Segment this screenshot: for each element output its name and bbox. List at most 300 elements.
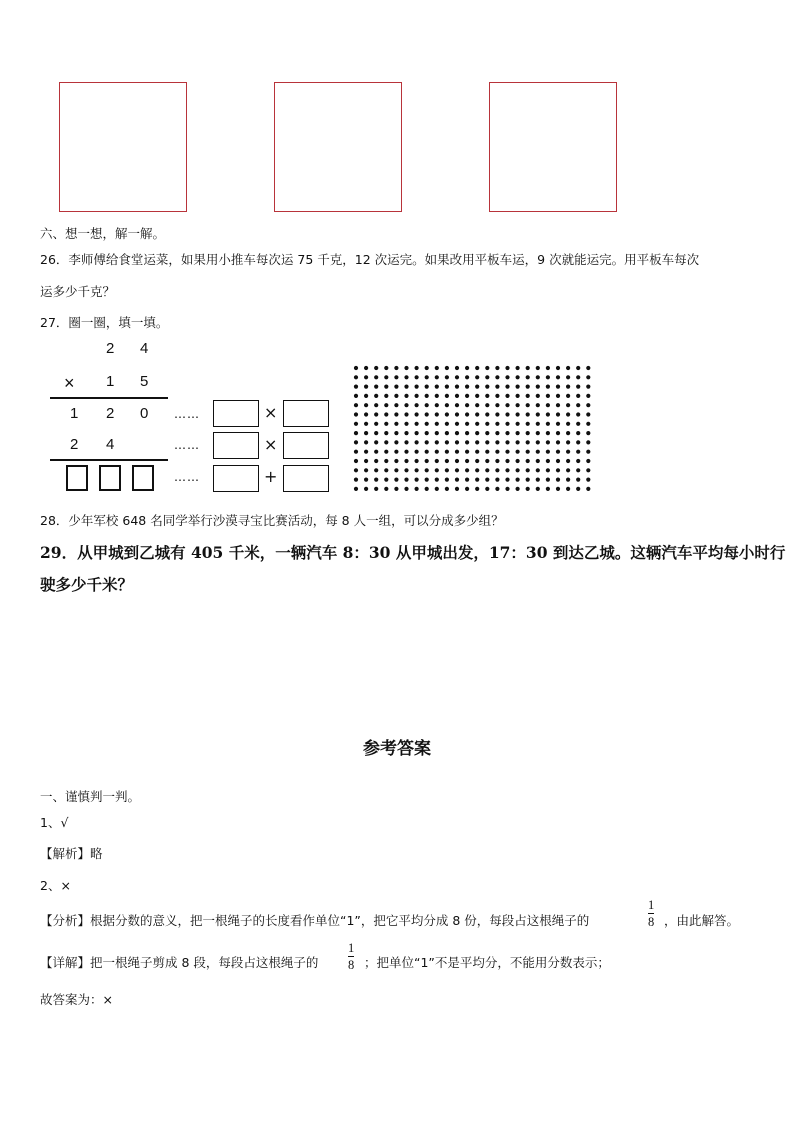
grid-dot xyxy=(445,394,449,398)
grid-dot xyxy=(354,422,358,426)
grid-dot xyxy=(404,450,408,454)
grid-dot xyxy=(364,422,368,426)
times-sign: × xyxy=(64,373,75,393)
grid-dot xyxy=(586,431,590,435)
grid-dot xyxy=(485,394,489,398)
grid-dot xyxy=(586,375,590,379)
grid-dot xyxy=(465,412,469,416)
grid-dot xyxy=(354,487,358,491)
grid-dot xyxy=(364,375,368,379)
grid-dot xyxy=(384,459,388,463)
grid-dot xyxy=(364,487,368,491)
grid-dot xyxy=(374,385,378,389)
grid-dot xyxy=(425,487,429,491)
grid-dot xyxy=(425,403,429,407)
grid-dot xyxy=(435,450,439,454)
grid-dot xyxy=(465,440,469,444)
grid-dot xyxy=(586,422,590,426)
grid-dot xyxy=(374,450,378,454)
grid-dot xyxy=(536,478,540,482)
grid-dot xyxy=(485,422,489,426)
grid-dot xyxy=(516,478,520,482)
grid-dot xyxy=(384,394,388,398)
grid-dot xyxy=(435,412,439,416)
grid-dot xyxy=(415,394,419,398)
grid-dot xyxy=(526,394,530,398)
grid-dot xyxy=(435,366,439,370)
grid-dot xyxy=(475,422,479,426)
grid-dot xyxy=(505,412,509,416)
grid-dot xyxy=(576,459,580,463)
grid-dot xyxy=(354,403,358,407)
grid-dot xyxy=(404,412,408,416)
grid-dot xyxy=(435,375,439,379)
grid-dot xyxy=(364,403,368,407)
grid-dot xyxy=(526,468,530,472)
grid-dot xyxy=(475,468,479,472)
grid-dot xyxy=(455,412,459,416)
grid-dot xyxy=(404,385,408,389)
times-sign-row2: × xyxy=(264,435,278,454)
grid-dot xyxy=(546,385,550,389)
answer-box-2a[interactable] xyxy=(213,432,259,459)
grid-dot xyxy=(485,440,489,444)
grid-dot xyxy=(536,450,540,454)
grid-dot xyxy=(435,440,439,444)
grid-dot xyxy=(425,450,429,454)
grid-dot xyxy=(485,468,489,472)
grid-dot xyxy=(526,478,530,482)
grid-dot xyxy=(374,366,378,370)
grid-dot xyxy=(404,487,408,491)
grid-dot xyxy=(435,394,439,398)
grid-dot xyxy=(556,478,560,482)
analysis-text-post: ，由此解答。 xyxy=(664,913,740,928)
fraction-one-eighth-1 xyxy=(648,898,654,929)
grid-dot xyxy=(364,431,368,435)
grid-dot xyxy=(495,394,499,398)
grid-dot xyxy=(425,394,429,398)
grid-dot xyxy=(354,478,358,482)
grid-dot xyxy=(384,412,388,416)
grid-dot xyxy=(374,403,378,407)
grid-dot xyxy=(586,394,590,398)
grid-dot xyxy=(384,422,388,426)
grid-dot xyxy=(505,431,509,435)
grid-dot xyxy=(465,431,469,435)
grid-dot xyxy=(404,459,408,463)
grid-dot xyxy=(495,403,499,407)
analysis-text-pre: 【分析】根据分数的意义，把一根绳子的长度看作单位“1”，把它平均分成 8 份，每段占这根绳子的 xyxy=(40,913,590,928)
grid-dot xyxy=(505,468,509,472)
grid-dot xyxy=(586,366,590,370)
grid-dot xyxy=(546,487,550,491)
answer-box-1b[interactable] xyxy=(283,400,329,427)
grid-dot xyxy=(556,431,560,435)
grid-dot xyxy=(415,366,419,370)
grid-dot xyxy=(445,366,449,370)
top-digit-ones: 4 xyxy=(140,340,149,357)
grid-dot xyxy=(586,487,590,491)
grid-dot xyxy=(364,459,368,463)
grid-dot xyxy=(435,478,439,482)
grid-dot xyxy=(556,422,560,426)
grid-dot xyxy=(546,459,550,463)
grid-dot xyxy=(546,478,550,482)
grid-dot xyxy=(394,422,398,426)
grid-dot xyxy=(425,412,429,416)
grid-dot xyxy=(516,412,520,416)
grid-dot xyxy=(526,450,530,454)
grid-dot xyxy=(455,422,459,426)
grid-dot xyxy=(485,385,489,389)
grid-dot xyxy=(465,478,469,482)
grid-dot xyxy=(465,450,469,454)
grid-dot xyxy=(415,403,419,407)
grid-dot xyxy=(445,431,449,435)
grid-dot xyxy=(354,394,358,398)
grid-dot xyxy=(384,385,388,389)
grid-dot xyxy=(586,478,590,482)
grid-dot xyxy=(425,375,429,379)
grid-dot xyxy=(566,394,570,398)
answer-box-3b[interactable] xyxy=(283,465,329,492)
grid-dot xyxy=(505,487,509,491)
mult-digit-ones: 5 xyxy=(140,373,149,390)
result-box-tens[interactable] xyxy=(99,465,121,491)
grid-dot xyxy=(566,431,570,435)
grid-dot xyxy=(354,366,358,370)
grid-dot xyxy=(364,366,368,370)
grid-dot xyxy=(384,375,388,379)
grid-dot xyxy=(495,366,499,370)
grid-dot xyxy=(495,431,499,435)
grid-dot xyxy=(536,487,540,491)
grid-dot xyxy=(425,459,429,463)
answers-section-1: 一、谨慎判一判。 xyxy=(40,789,141,804)
answer-1: 1、√ xyxy=(40,815,69,830)
answer-box-3a[interactable] xyxy=(213,465,259,492)
grid-dot xyxy=(485,412,489,416)
grid-dot xyxy=(576,412,580,416)
grid-dot xyxy=(536,468,540,472)
grid-dot xyxy=(354,385,358,389)
grid-dot xyxy=(566,366,570,370)
grid-dot xyxy=(576,487,580,491)
fraction-denominator: 8 xyxy=(348,958,355,972)
grid-dot xyxy=(465,468,469,472)
grid-dot xyxy=(505,385,509,389)
grid-dot xyxy=(445,468,449,472)
grid-dot xyxy=(566,403,570,407)
grid-dot xyxy=(455,366,459,370)
grid-dot xyxy=(505,394,509,398)
grid-dot xyxy=(526,440,530,444)
grid-dot xyxy=(364,412,368,416)
grid-dot xyxy=(485,366,489,370)
grid-dot xyxy=(384,487,388,491)
grid-dot xyxy=(546,468,550,472)
grid-dot xyxy=(445,459,449,463)
grid-dot xyxy=(354,431,358,435)
grid-dot xyxy=(485,487,489,491)
result-box-ones[interactable] xyxy=(132,465,154,491)
grid-dot xyxy=(435,468,439,472)
grid-dot xyxy=(475,431,479,435)
result-box-hundreds[interactable] xyxy=(66,465,88,491)
row1-digit-ones: 0 xyxy=(140,405,149,422)
grid-dot xyxy=(546,450,550,454)
grid-dot xyxy=(394,440,398,444)
grid-dot xyxy=(455,403,459,407)
grid-dot xyxy=(354,375,358,379)
grid-dot xyxy=(364,394,368,398)
grid-dot xyxy=(546,366,550,370)
row2-digit-tens: 4 xyxy=(106,436,115,453)
grid-dot xyxy=(415,450,419,454)
grid-dot xyxy=(465,459,469,463)
grid-dot xyxy=(354,468,358,472)
grid-dot xyxy=(505,403,509,407)
grid-dot xyxy=(384,366,388,370)
grid-dot xyxy=(404,468,408,472)
grid-dot xyxy=(576,366,580,370)
grid-dot xyxy=(394,366,398,370)
grid-dot xyxy=(445,412,449,416)
grid-dot xyxy=(415,478,419,482)
grid-dot xyxy=(374,468,378,472)
grid-dot xyxy=(415,375,419,379)
fraction-denominator: 8 xyxy=(648,915,655,929)
grid-dot xyxy=(516,440,520,444)
grid-dot xyxy=(536,412,540,416)
grid-dot xyxy=(404,478,408,482)
grid-dot xyxy=(374,487,378,491)
grid-dot xyxy=(404,394,408,398)
grid-dot xyxy=(374,394,378,398)
grid-dot xyxy=(465,394,469,398)
answers-title: 参考答案 xyxy=(363,739,431,759)
grid-dot xyxy=(586,440,590,444)
grid-dot xyxy=(505,375,509,379)
q26-line-1: 26．李师傅给食堂运菜，如果用小推车每次运 75 千克，12 次运完。如果改用平板车运，9 次就能运完。用平板车每次 xyxy=(40,252,700,267)
grid-dot xyxy=(526,422,530,426)
grid-dot xyxy=(586,412,590,416)
fraction-numerator: 1 xyxy=(648,898,655,912)
grid-dot xyxy=(465,385,469,389)
grid-dot xyxy=(374,478,378,482)
grid-dot xyxy=(475,366,479,370)
grid-dot xyxy=(576,468,580,472)
grid-dot xyxy=(505,366,509,370)
grid-dot xyxy=(404,375,408,379)
grid-dot xyxy=(425,431,429,435)
grid-dot xyxy=(384,450,388,454)
grid-dot xyxy=(536,440,540,444)
grid-dot xyxy=(415,422,419,426)
grid-dot xyxy=(455,385,459,389)
grid-dot xyxy=(536,431,540,435)
grid-dot xyxy=(394,478,398,482)
answer-box-1a[interactable] xyxy=(213,400,259,427)
grid-dot xyxy=(526,385,530,389)
grid-dot xyxy=(364,385,368,389)
grid-dot xyxy=(394,468,398,472)
grid-dot xyxy=(526,412,530,416)
grid-dot xyxy=(576,422,580,426)
grid-dot xyxy=(445,422,449,426)
grid-dot xyxy=(475,450,479,454)
grid-dot xyxy=(495,487,499,491)
grid-dot xyxy=(445,487,449,491)
grid-dot xyxy=(445,450,449,454)
grid-dot xyxy=(556,366,560,370)
grid-dot xyxy=(566,440,570,444)
grid-dot xyxy=(485,459,489,463)
grid-dot xyxy=(505,450,509,454)
grid-dot xyxy=(505,478,509,482)
grid-dot xyxy=(425,366,429,370)
grid-dot xyxy=(576,403,580,407)
grid-dot xyxy=(516,422,520,426)
grid-dot xyxy=(475,459,479,463)
grid-dot xyxy=(435,422,439,426)
grid-dot xyxy=(546,440,550,444)
grid-dot xyxy=(536,459,540,463)
grid-dot xyxy=(475,412,479,416)
dot-grid xyxy=(352,364,598,494)
grid-dot xyxy=(576,375,580,379)
drawing-box-2 xyxy=(274,82,402,212)
grid-dot xyxy=(475,478,479,482)
grid-dot xyxy=(526,403,530,407)
grid-dot xyxy=(364,440,368,444)
grid-dot xyxy=(374,375,378,379)
grid-dot xyxy=(415,431,419,435)
grid-dot xyxy=(425,385,429,389)
grid-dot xyxy=(566,478,570,482)
grid-dot xyxy=(475,440,479,444)
grid-dot xyxy=(546,375,550,379)
grid-dot xyxy=(384,440,388,444)
leader-dots-2: …… xyxy=(174,438,200,452)
grid-dot xyxy=(495,385,499,389)
q27-title: 27．圈一圈，填一填。 xyxy=(40,315,169,330)
grid-dot xyxy=(586,385,590,389)
q28-text: 28．少年军校 648 名同学举行沙漠寻宝比赛活动，每 8 人一组，可以分成多少组？ xyxy=(40,513,504,528)
grid-dot xyxy=(455,487,459,491)
grid-dot xyxy=(475,394,479,398)
grid-dot xyxy=(546,431,550,435)
grid-dot xyxy=(374,412,378,416)
grid-dot xyxy=(364,468,368,472)
grid-dot xyxy=(354,412,358,416)
grid-dot xyxy=(546,412,550,416)
drawing-box-3 xyxy=(489,82,617,212)
grid-dot xyxy=(455,375,459,379)
grid-dot xyxy=(475,487,479,491)
grid-dot xyxy=(415,385,419,389)
grid-dot xyxy=(516,450,520,454)
grid-dot xyxy=(586,403,590,407)
answer-2-detail xyxy=(40,953,318,971)
grid-dot xyxy=(556,385,560,389)
answer-box-2b[interactable] xyxy=(283,432,329,459)
grid-dot xyxy=(536,375,540,379)
grid-dot xyxy=(516,394,520,398)
fraction-numerator: 1 xyxy=(348,941,355,955)
grid-dot xyxy=(536,366,540,370)
grid-dot xyxy=(394,487,398,491)
grid-dot xyxy=(526,459,530,463)
grid-dot xyxy=(425,440,429,444)
fraction-one-eighth-2 xyxy=(348,941,354,972)
grid-dot xyxy=(455,450,459,454)
grid-dot xyxy=(526,375,530,379)
grid-dot xyxy=(394,403,398,407)
grid-dot xyxy=(516,431,520,435)
grid-dot xyxy=(495,412,499,416)
grid-dot xyxy=(415,487,419,491)
grid-dot xyxy=(445,403,449,407)
grid-dot xyxy=(576,440,580,444)
grid-dot xyxy=(556,487,560,491)
grid-dot xyxy=(354,450,358,454)
leader-dots-3: …… xyxy=(174,470,200,484)
section-6-heading: 六、想一想，解一解。 xyxy=(40,226,166,241)
grid-dot xyxy=(374,459,378,463)
grid-dot xyxy=(404,431,408,435)
answer-2-analysis xyxy=(40,911,589,929)
grid-dot xyxy=(415,468,419,472)
grid-dot xyxy=(465,422,469,426)
grid-dot xyxy=(384,468,388,472)
grid-dot xyxy=(576,450,580,454)
grid-dot xyxy=(465,487,469,491)
grid-dot xyxy=(425,478,429,482)
grid-dot xyxy=(495,478,499,482)
row1-digit-tens: 2 xyxy=(106,405,115,422)
grid-dot xyxy=(505,459,509,463)
grid-dot xyxy=(465,366,469,370)
mult-digit-tens: 1 xyxy=(106,373,115,390)
grid-dot xyxy=(495,375,499,379)
grid-dot xyxy=(566,375,570,379)
grid-dot xyxy=(576,478,580,482)
grid-dot xyxy=(364,450,368,454)
grid-dot xyxy=(546,394,550,398)
grid-dot xyxy=(404,403,408,407)
answer-conclusion: 故答案为：× xyxy=(40,992,113,1007)
grid-dot xyxy=(516,487,520,491)
grid-dot xyxy=(435,459,439,463)
grid-dot xyxy=(576,431,580,435)
grid-dot xyxy=(556,440,560,444)
grid-dot xyxy=(435,385,439,389)
grid-dot xyxy=(516,375,520,379)
grid-dot xyxy=(546,422,550,426)
rule-line-1 xyxy=(50,397,168,399)
grid-dot xyxy=(435,431,439,435)
grid-dot xyxy=(455,478,459,482)
grid-dot xyxy=(445,385,449,389)
grid-dot xyxy=(465,375,469,379)
grid-dot xyxy=(354,440,358,444)
grid-dot xyxy=(566,487,570,491)
grid-dot xyxy=(485,450,489,454)
grid-dot xyxy=(586,459,590,463)
grid-dot xyxy=(526,487,530,491)
